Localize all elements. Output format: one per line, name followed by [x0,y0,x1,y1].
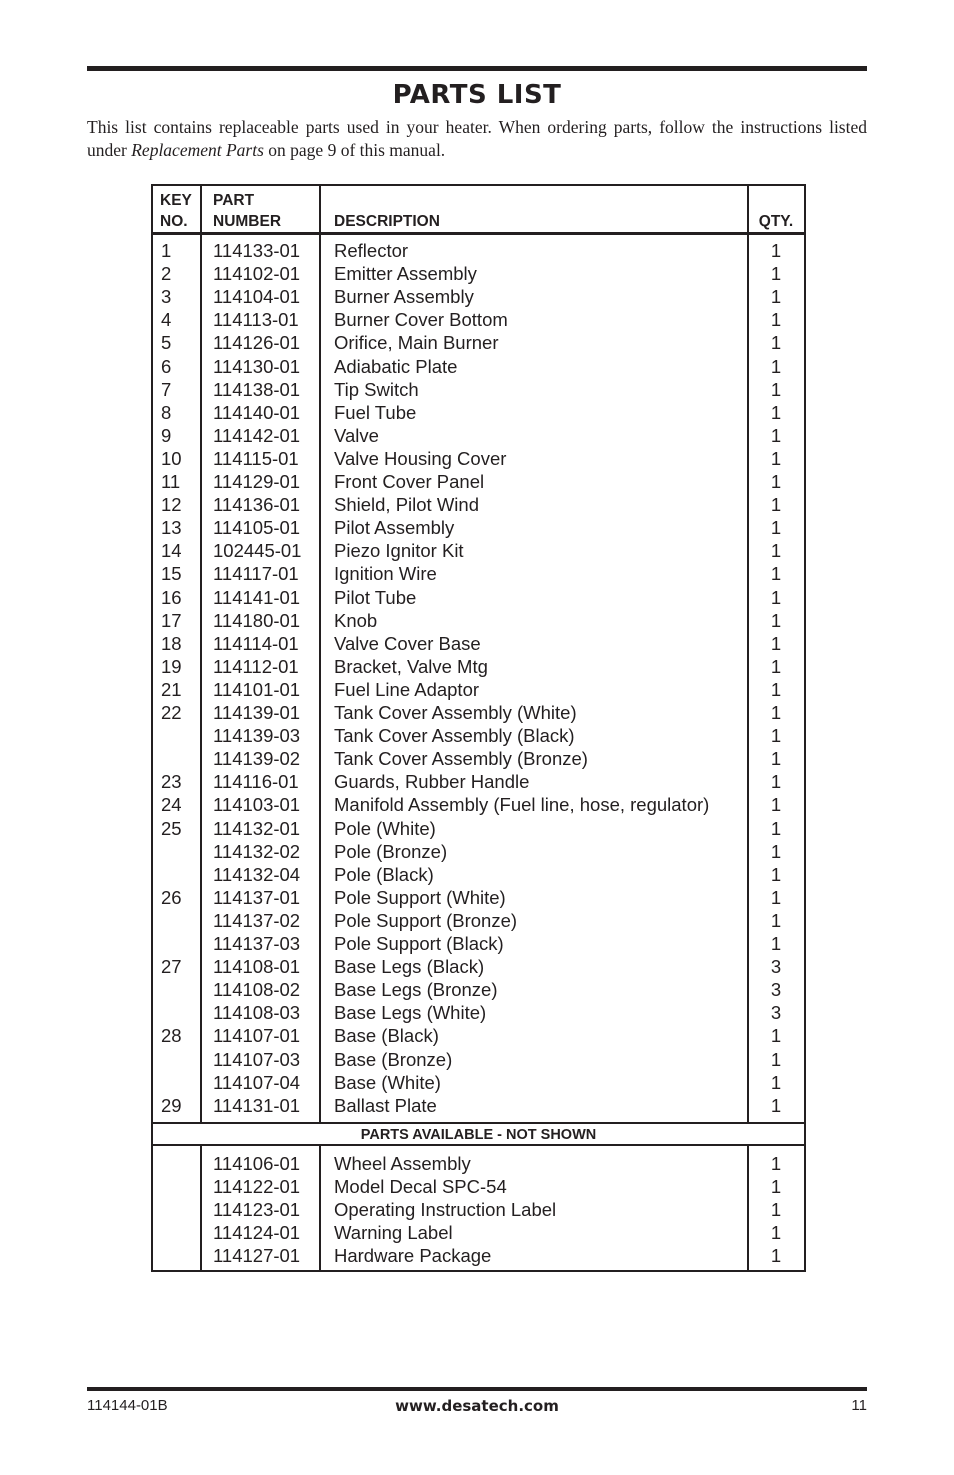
qty-cell: 1 [770,517,782,539]
qty-cell: 1 [770,586,782,608]
part-number-cell: 114114-01 [213,632,299,654]
part-number-cell: 114136-01 [213,494,301,516]
description-cell: Tank Cover Assembly (White) [334,702,577,723]
qty-cell: 1 [770,401,782,423]
key-cell: 25 [161,817,182,839]
description-cell: Pole Support (Bronze) [334,909,518,931]
table-row [153,678,804,701]
table-row [153,470,804,493]
part-number-cell: 114116-01 [213,771,299,793]
qty-cell: 1 [770,309,782,331]
part-number-cell: 114180-01 [213,609,301,631]
key-cell: 19 [161,655,182,677]
qty-cell: 1 [770,494,782,516]
key-cell: 21 [161,678,182,700]
qty-cell: 1 [770,1245,782,1267]
key-cell: 26 [161,886,182,908]
description-cell: Valve Cover Base [334,632,481,654]
description-cell: Knob [334,609,378,631]
qty-cell: 1 [770,933,782,954]
table-row [153,955,804,978]
qty-cell: 1 [770,540,782,562]
part-number-cell: 114117-01 [213,563,299,585]
part-number-cell: 114139-03 [213,725,301,747]
description-cell: Base Legs (Bronze) [334,979,498,1001]
table-row [153,793,804,816]
table-row [153,863,804,886]
key-cell: 29 [161,1094,182,1116]
header-part-line2: NUMBER [213,213,282,230]
table-row [153,1094,804,1117]
table-row [153,331,804,354]
part-number-cell: 114130-01 [213,355,301,377]
table-row [153,1071,804,1094]
table-row [153,978,804,1001]
qty-cell: 1 [770,863,782,885]
part-number-cell: 114137-03 [213,933,301,954]
page-title: PARTS LIST [392,80,562,110]
qty-cell: 1 [770,1222,782,1244]
part-number-cell: 114138-01 [213,378,301,400]
part-number-cell: 114115-01 [213,447,299,469]
qty-cell: 1 [770,1199,782,1221]
intro-text-end: on page 9 of this manual. [263,140,446,160]
header-divider [153,232,804,235]
qty-cell: 1 [770,1153,782,1174]
part-number-cell: 114126-01 [213,332,301,354]
table-row [153,724,804,747]
table-row [153,1024,804,1047]
description-cell: Pole Support (White) [334,886,506,908]
qty-cell: 1 [770,678,782,700]
part-number-cell: 114103-01 [213,794,301,816]
description-cell: Reflector [334,240,409,261]
part-number-cell: 114123-01 [213,1199,301,1221]
description-cell: Base Legs (Black) [334,956,485,978]
header-key [160,190,192,232]
header-part-line1: PART [213,192,255,209]
description-cell: Valve Housing Cover [334,447,507,469]
description-cell: Emitter Assembly [334,263,477,285]
footer-doc-number: 114144-01B [87,1397,168,1414]
key-cell: 11 [161,471,181,492]
qty-cell: 1 [770,771,782,793]
description-cell: Fuel Tube [334,401,417,423]
part-number-cell: 114131-01 [213,1094,301,1116]
table-row [153,401,804,424]
table-row [153,1221,804,1244]
key-cell: 15 [161,563,182,585]
table-row [153,840,804,863]
part-number-cell: 114112-01 [213,655,299,677]
key-cell: 6 [161,355,172,377]
part-number-cell: 114107-03 [213,1048,301,1070]
part-number-cell: 102445-01 [213,540,302,562]
part-number-cell: 114105-01 [213,517,301,539]
table-row [153,1175,804,1198]
table-row [153,1152,804,1175]
description-cell: Pilot Assembly [334,517,455,539]
qty-cell: 1 [770,240,782,261]
key-cell: 7 [161,378,172,400]
header-part [213,190,281,232]
table-row [153,447,804,470]
key-cell: 16 [161,586,182,608]
part-number-cell: 114122-01 [213,1176,301,1198]
description-cell: Adiabatic Plate [334,355,458,377]
qty-cell: 1 [770,655,782,677]
section-label: PARTS AVAILABLE - NOT SHOWN [153,1124,804,1146]
qty-cell: 1 [770,563,782,585]
table-row [153,1244,804,1267]
part-number-cell: 114139-02 [213,748,301,770]
table-row [153,609,804,632]
description-cell: Tank Cover Assembly (Black) [334,725,575,747]
key-cell: 8 [161,401,172,423]
top-rule [87,66,867,71]
part-number-cell: 114141-01 [213,586,301,608]
table-row [153,886,804,909]
qty-cell: 1 [770,286,782,308]
table-row [153,424,804,447]
qty-cell: 1 [770,378,782,400]
part-number-cell: 114102-01 [213,263,301,285]
table-row [153,1001,804,1024]
description-cell: Pole (White) [334,817,436,839]
description-cell: Tank Cover Assembly (Bronze) [334,748,588,770]
description-cell: Burner Assembly [334,286,474,308]
part-number-cell: 114132-02 [213,840,301,862]
qty-cell: 1 [770,609,782,631]
part-number-cell: 114108-02 [213,979,301,1001]
part-number-cell: 114127-01 [213,1245,301,1267]
section-bottom-divider [153,1144,804,1146]
description-cell: Base (Bronze) [334,1048,453,1070]
description-cell: Model Decal SPC-54 [334,1176,507,1198]
part-number-cell: 114133-01 [213,240,301,261]
footer-website: www.desatech.com [395,1397,559,1415]
key-cell: 18 [161,632,182,654]
qty-cell: 1 [770,817,782,839]
key-cell: 22 [161,702,182,723]
table-row [153,701,804,724]
part-number-cell: 114132-04 [213,863,301,885]
description-cell: Bracket, Valve Mtg [334,655,488,677]
description-cell: Wheel Assembly [334,1153,471,1174]
key-cell: 2 [161,263,172,285]
description-cell: Warning Label [334,1222,453,1244]
table-row [153,770,804,793]
qty-cell: 1 [770,794,782,816]
intro-text-start: This list contains replaceable parts used in your heater. When ordering parts, follow the instructions listed under [87,117,867,160]
key-cell: 9 [161,424,172,446]
qty-cell: 1 [770,424,782,446]
qty-cell: 1 [770,632,782,654]
qty-cell: 1 [770,1176,782,1198]
description-cell: Guards, Rubber Handle [334,771,530,793]
qty-cell: 1 [770,1071,782,1093]
qty-cell: 1 [770,447,782,469]
part-number-cell: 114113-01 [213,309,299,331]
description-cell: Burner Cover Bottom [334,309,508,331]
description-cell: Base Legs (White) [334,1002,487,1024]
qty-cell: 1 [770,471,782,492]
part-number-cell: 114142-01 [213,424,301,446]
qty-cell: 3 [770,979,782,1001]
description-cell: Hardware Package [334,1245,492,1267]
footer-page-number: 11 [851,1397,867,1414]
key-cell: 28 [161,1025,182,1047]
key-cell: 27 [161,956,182,978]
table-row [153,285,804,308]
table-row [153,1048,804,1071]
part-number-cell: 114132-01 [213,817,301,839]
table-row [153,747,804,770]
description-cell: Fuel Line Adaptor [334,678,480,700]
part-number-cell: 114107-04 [213,1071,301,1093]
qty-cell: 1 [770,886,782,908]
key-cell: 4 [161,309,172,331]
qty-cell: 1 [770,1094,782,1116]
qty-cell: 1 [770,725,782,747]
key-cell: 5 [161,332,172,354]
part-number-cell: 114137-01 [213,886,301,908]
qty-cell: 1 [770,263,782,285]
table-row [153,493,804,516]
qty-cell: 1 [770,1025,782,1047]
description-cell: Tip Switch [334,378,419,400]
part-number-cell: 114108-03 [213,1002,301,1024]
bottom-rule [87,1387,867,1391]
header-key-line1: KEY [160,192,192,209]
part-number-cell: 114107-01 [213,1025,301,1047]
key-cell: 3 [161,286,172,308]
table-row [153,817,804,840]
header-description: DESCRIPTION [334,213,440,230]
key-cell: 24 [161,794,182,816]
description-cell: Valve [334,424,379,446]
intro-paragraph [87,116,867,162]
part-number-cell: 114108-01 [213,956,301,978]
table-row [153,539,804,562]
table-row [153,632,804,655]
description-cell: Ignition Wire [334,563,437,585]
part-number-cell: 114139-01 [213,702,301,723]
description-cell: Pole Support (Black) [334,933,504,954]
qty-cell: 1 [770,840,782,862]
qty-cell: 1 [770,1048,782,1070]
key-cell: 14 [161,540,182,562]
part-number-cell: 114101-01 [213,678,301,700]
description-cell: Pole (Bronze) [334,840,448,862]
table-row [153,308,804,331]
description-cell: Operating Instruction Label [334,1199,557,1221]
description-cell: Piezo Ignitor Kit [334,540,464,562]
qty-cell: 3 [770,1002,782,1024]
description-cell: Shield, Pilot Wind [334,494,479,516]
parts-table [151,184,806,1272]
qty-cell: 1 [770,909,782,931]
key-cell: 12 [161,494,182,516]
part-number-cell: 114137-02 [213,909,301,931]
description-cell: Front Cover Panel [334,471,485,492]
key-cell: 17 [161,609,182,631]
table-row [153,1198,804,1221]
description-cell: Manifold Assembly (Fuel line, hose, regulator) [334,794,710,816]
qty-cell: 1 [770,702,782,723]
table-row [153,586,804,609]
key-cell: 23 [161,771,182,793]
key-cell: 1 [161,240,172,261]
table-row [153,909,804,932]
intro-reference: Replacement Parts [131,140,264,160]
table-row [153,932,804,955]
table-row [153,655,804,678]
part-number-cell: 114140-01 [213,401,301,423]
qty-cell: 3 [770,956,782,978]
qty-cell: 1 [770,748,782,770]
header-key-line2: NO. [160,213,188,230]
table-row [153,378,804,401]
table-row [153,562,804,585]
table-row [153,239,804,262]
description-cell: Base (White) [334,1071,441,1093]
part-number-cell: 114129-01 [213,471,301,492]
description-cell: Orifice, Main Burner [334,332,499,354]
header-qty: QTY. [758,213,794,230]
table-row [153,516,804,539]
key-cell: 13 [161,517,182,539]
part-number-cell: 114124-01 [213,1222,301,1244]
qty-cell: 1 [770,332,782,354]
part-number-cell: 114104-01 [213,286,301,308]
description-cell: Pole (Black) [334,863,434,885]
description-cell: Pilot Tube [334,586,417,608]
part-number-cell: 114106-01 [213,1153,301,1174]
table-row [153,355,804,378]
key-cell: 10 [161,447,182,469]
description-cell: Base (Black) [334,1025,439,1047]
qty-cell: 1 [770,355,782,377]
description-cell: Ballast Plate [334,1094,437,1116]
table-row [153,262,804,285]
